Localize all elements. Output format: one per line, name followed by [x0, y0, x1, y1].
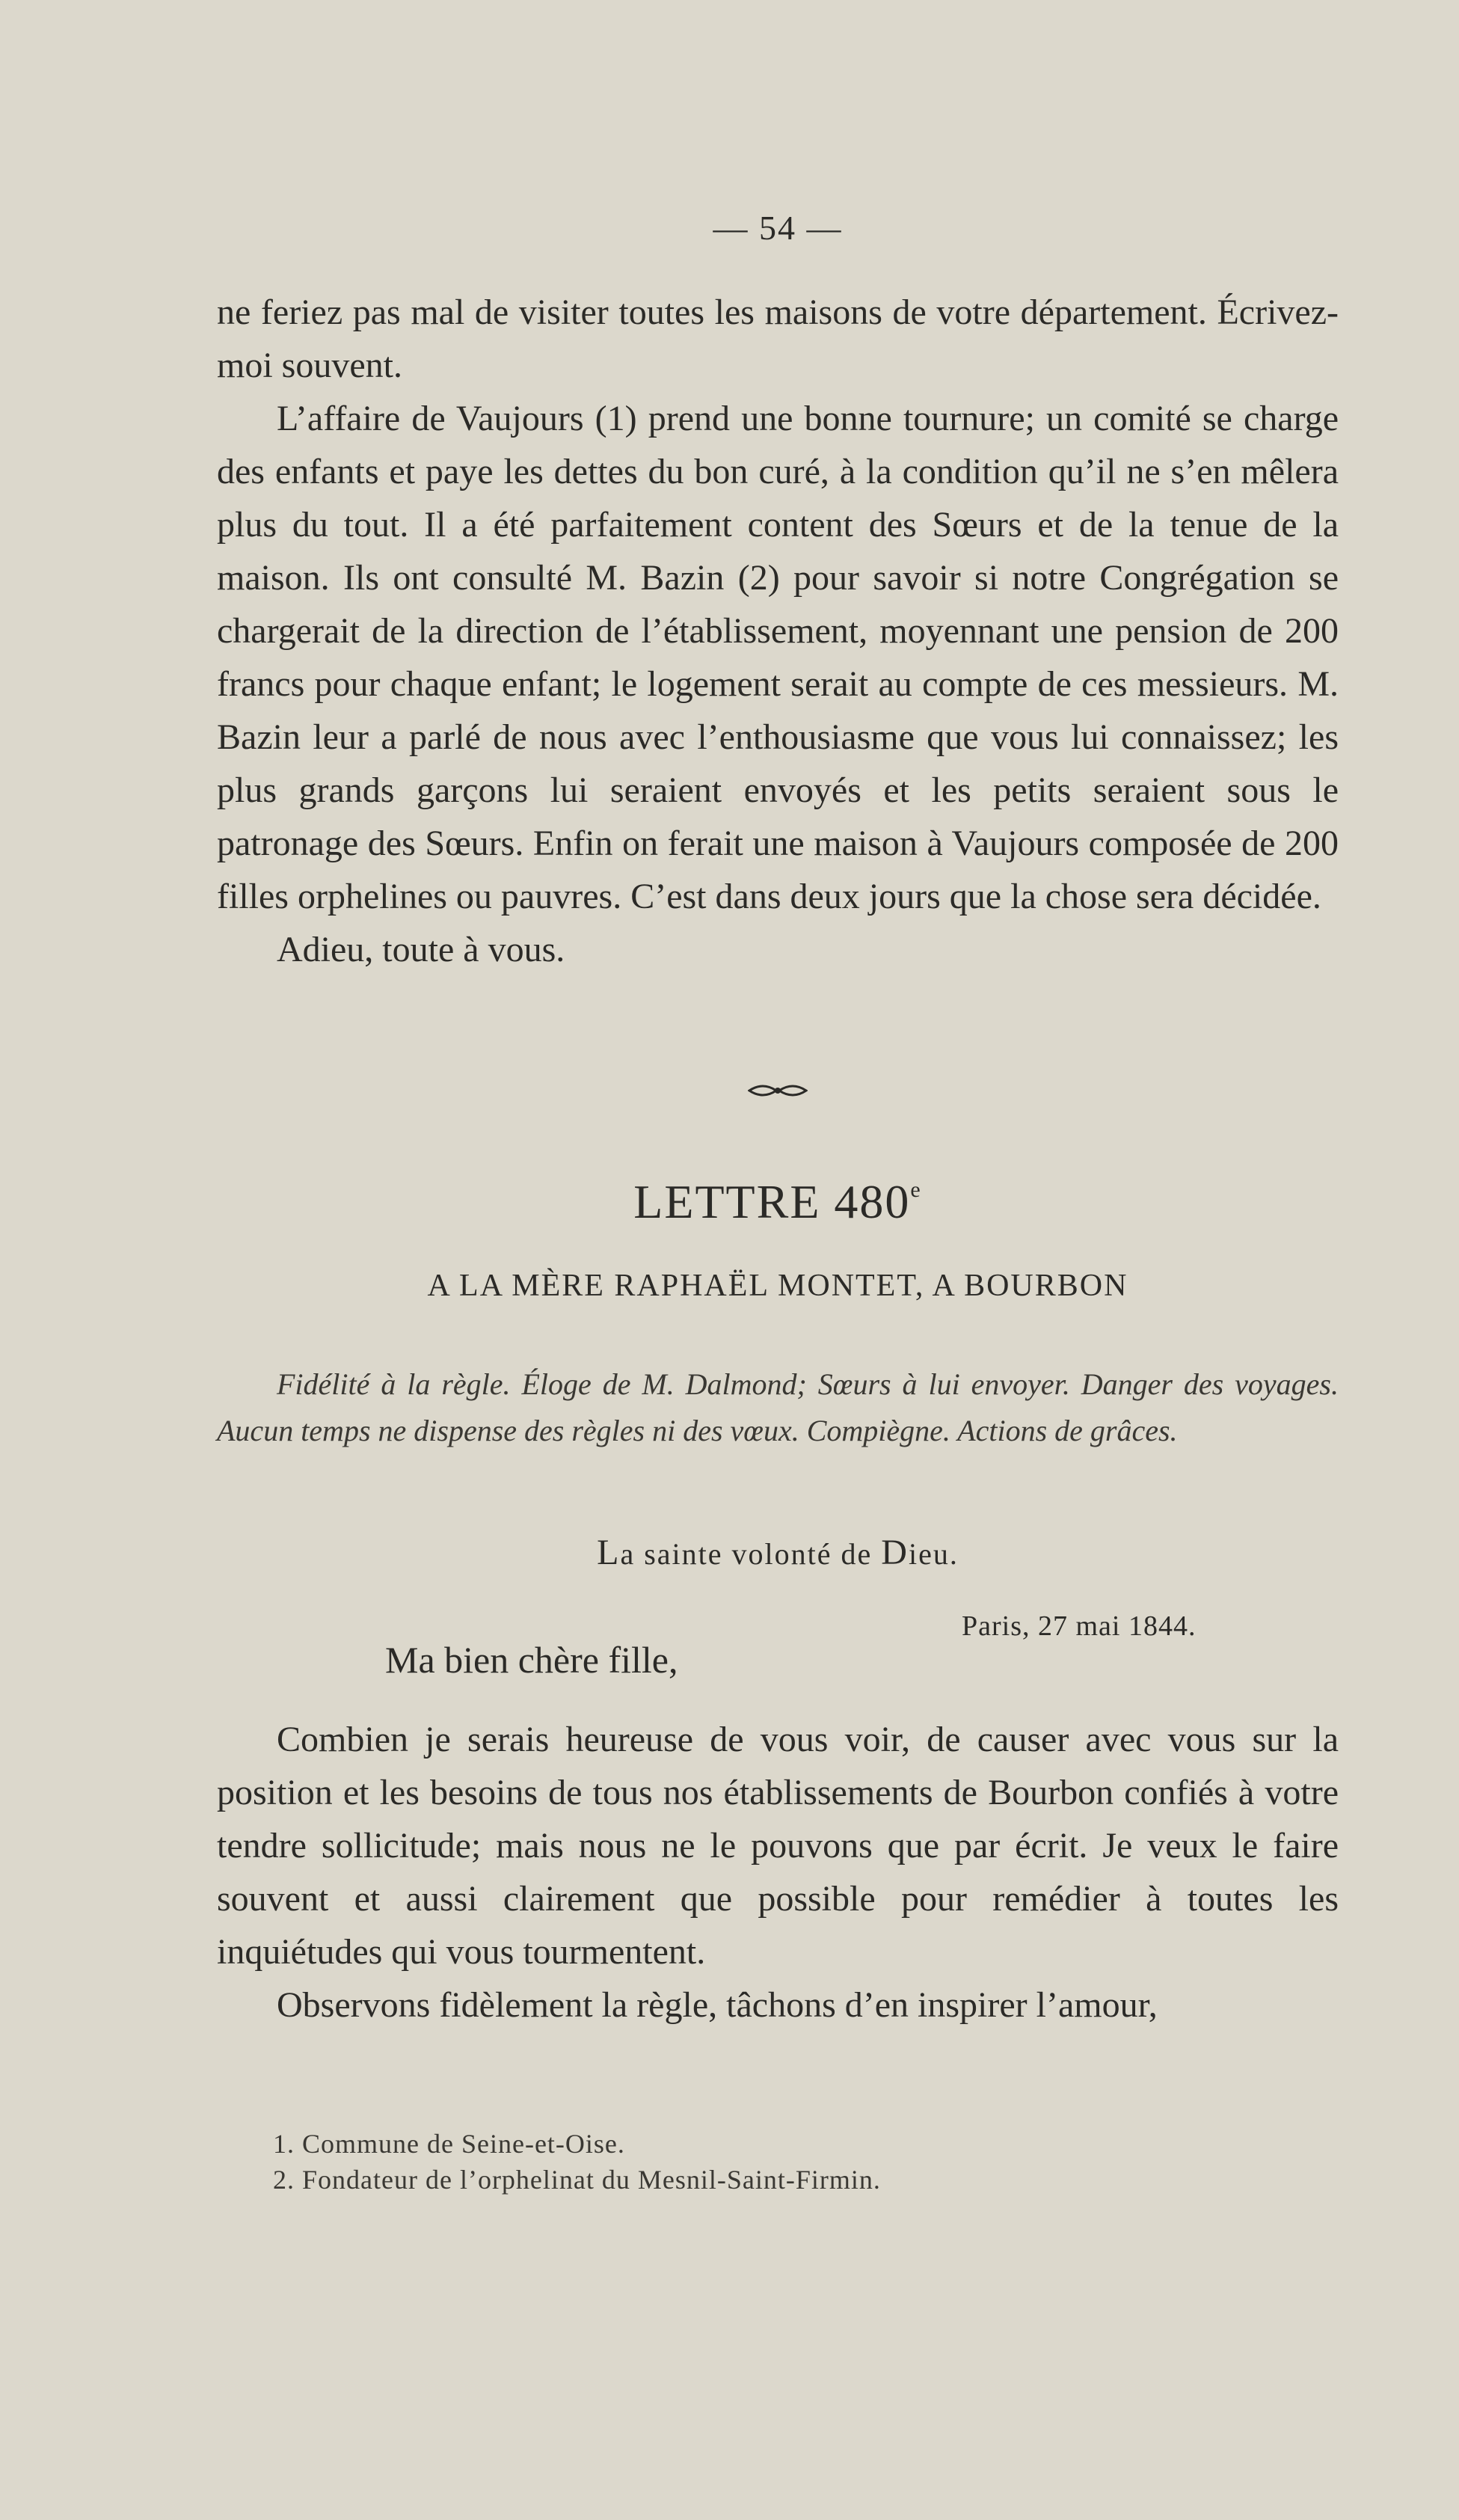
fleuron-ornament-icon — [748, 1076, 808, 1106]
letter-date: Paris, 27 mai 1844. — [962, 1610, 1197, 1642]
letter-addressee: A LA MÈRE RAPHAËL MONTET, A BOURBON — [427, 1269, 1128, 1303]
paragraph: Combien je serais heureuse de vous voir, de causer avec vous sur la position et les besoins de tous nos établissements de Bourbon confiés à votre tendre sollicitude; mais nous ne le pouvons que par écrit. Je veux le faire souvent et aussi clairement que possible pour remédier à toutes les inquiétudes qui vous tourmentent. — [217, 1720, 1339, 1972]
paragraph: Adieu, toute à vous. — [277, 930, 565, 969]
letter-title-text: LETTRE 480 — [633, 1175, 911, 1228]
top-text-block — [217, 286, 1339, 976]
motto-text: ieu. — [908, 1537, 959, 1571]
motto-initial: D — [881, 1533, 909, 1572]
paragraph: Observons fidèlement la règle, tâchons d’en inspirer l’amour, — [277, 1985, 1158, 2025]
letter-summary: Fidélité à la règle. Éloge de M. Dalmond; Sœurs à lui envoyer. Danger des voyages. Aucun temps ne dispense des règles ni des vœux. Compiègne. Actions de grâces. — [217, 1367, 1339, 1447]
letter-title — [0, 1174, 1459, 1230]
motto-initial: L — [597, 1533, 621, 1572]
footnote: 1. Commune de Seine-et-Oise. — [273, 2129, 625, 2159]
letter-title-superscript: e — [910, 1177, 922, 1202]
footnote: 2. Fondateur de l’orphelinat du Mesnil-Saint-Firmin. — [273, 2165, 881, 2195]
page-number: — 54 — — [713, 209, 843, 247]
letter-salutation: Ma bien chère fille, — [385, 1639, 678, 1681]
paragraph: ne feriez pas mal de visiter toutes les maisons de votre département. Écrivez-moi souvent. — [217, 292, 1339, 385]
motto-text: a sainte volonté de — [620, 1537, 882, 1571]
paragraph: L’affaire de Vaujours (1) prend une bonne tournure; un comité se charge des enfants et paye les dettes du bon curé, à la condition qu’il ne s’en mêlera plus du tout. Il a été parfaitement content des Sœurs et de la tenue de la maison. Ils ont consulté M. Bazin (2) pour savoir si notre Congrégation se chargerait de la direction de l’établissement, moyennant une pension de 200 francs pour chaque enfant; le logement serait au compte de ces messieurs. M. Bazin leur a parlé de nous avec l’enthousiasme que vous lui connaissez; les plus grands garçons lui seraient envoyés et les petits seraient sous le patronage des Sœurs. Enfin on ferait une maison à Vaujours composée de 200 filles orphelines ou pauvres. C’est dans deux jours que la chose sera décidée. — [217, 399, 1339, 916]
footnotes — [273, 2126, 881, 2198]
letter-motto — [0, 1532, 1459, 1573]
letter-body — [217, 1713, 1339, 2032]
